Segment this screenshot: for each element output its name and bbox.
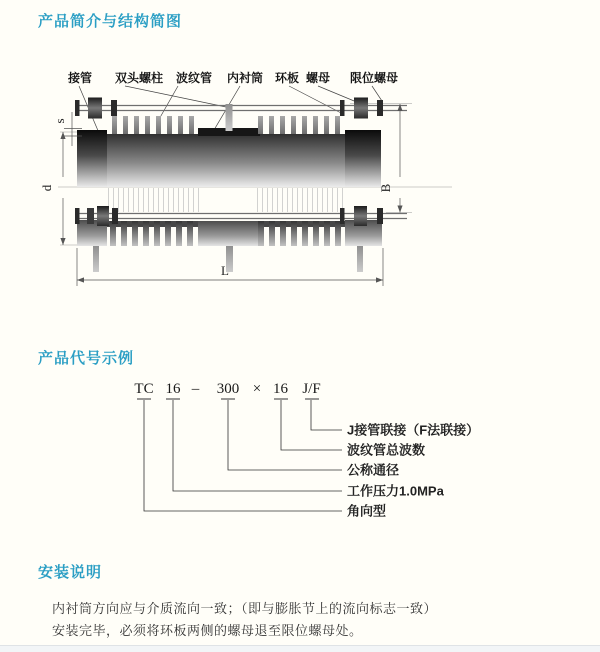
install-line-2: 安装完毕，必须将环板两侧的螺母退至限位螺母处。: [52, 623, 363, 638]
label-luomu: 螺母: [305, 71, 331, 85]
install-line-1: 内衬筒方向应与介质流向一致；（即与膨胀节上的流向标志一致）: [52, 601, 438, 616]
code-part-times: ×: [252, 381, 262, 397]
page-bottom-strip: [0, 645, 600, 652]
label-neichentong: 内衬筒: [226, 71, 264, 85]
callout-connection: J接管联接（F法联接）: [347, 422, 480, 438]
dimension-B: [378, 104, 403, 213]
dim-d-label: d: [39, 184, 54, 192]
callout-type: 角向型: [347, 503, 387, 519]
section-title-install: 安装说明: [38, 564, 103, 581]
callout-diameter: 公称通径: [347, 462, 400, 478]
callout-connectors: [144, 400, 342, 511]
dimension-d: [39, 132, 66, 245]
code-part-diameter: 300: [216, 381, 240, 397]
code-parts: [134, 381, 320, 397]
section-title-code: 产品代号示例: [38, 350, 135, 367]
label-bowenguan: 波纹管: [175, 71, 213, 85]
lower-body: [77, 220, 382, 272]
label-jieguan: 接管: [67, 71, 93, 85]
label-xianweiluomu: 限位螺母: [349, 71, 399, 85]
callout-waves: 波纹管总波数: [347, 442, 426, 458]
callout-pressure: 工作压力1.0MPa: [347, 483, 444, 499]
code-part-pressure: 16: [165, 381, 181, 397]
dim-L-label: L: [221, 263, 229, 278]
label-shuangtouluozhu: 双头螺柱: [114, 71, 164, 85]
code-part-dash: –: [191, 381, 200, 397]
code-part-waves: 16: [273, 381, 288, 397]
product-code-diagram: [120, 370, 480, 530]
install-instructions: [52, 598, 437, 642]
section-title-intro: 产品简介与结构简图: [38, 13, 183, 30]
dim-B-label: B: [378, 183, 393, 193]
callout-labels: [347, 423, 479, 519]
upper-body: [77, 104, 381, 187]
label-huanban: 环板: [274, 71, 300, 85]
structure-diagram: [30, 60, 470, 315]
code-part-connection: J/F: [302, 381, 321, 397]
dim-s-label: s: [52, 118, 67, 124]
code-part-type: TC: [134, 381, 154, 397]
diagram-part-labels: [67, 70, 398, 85]
